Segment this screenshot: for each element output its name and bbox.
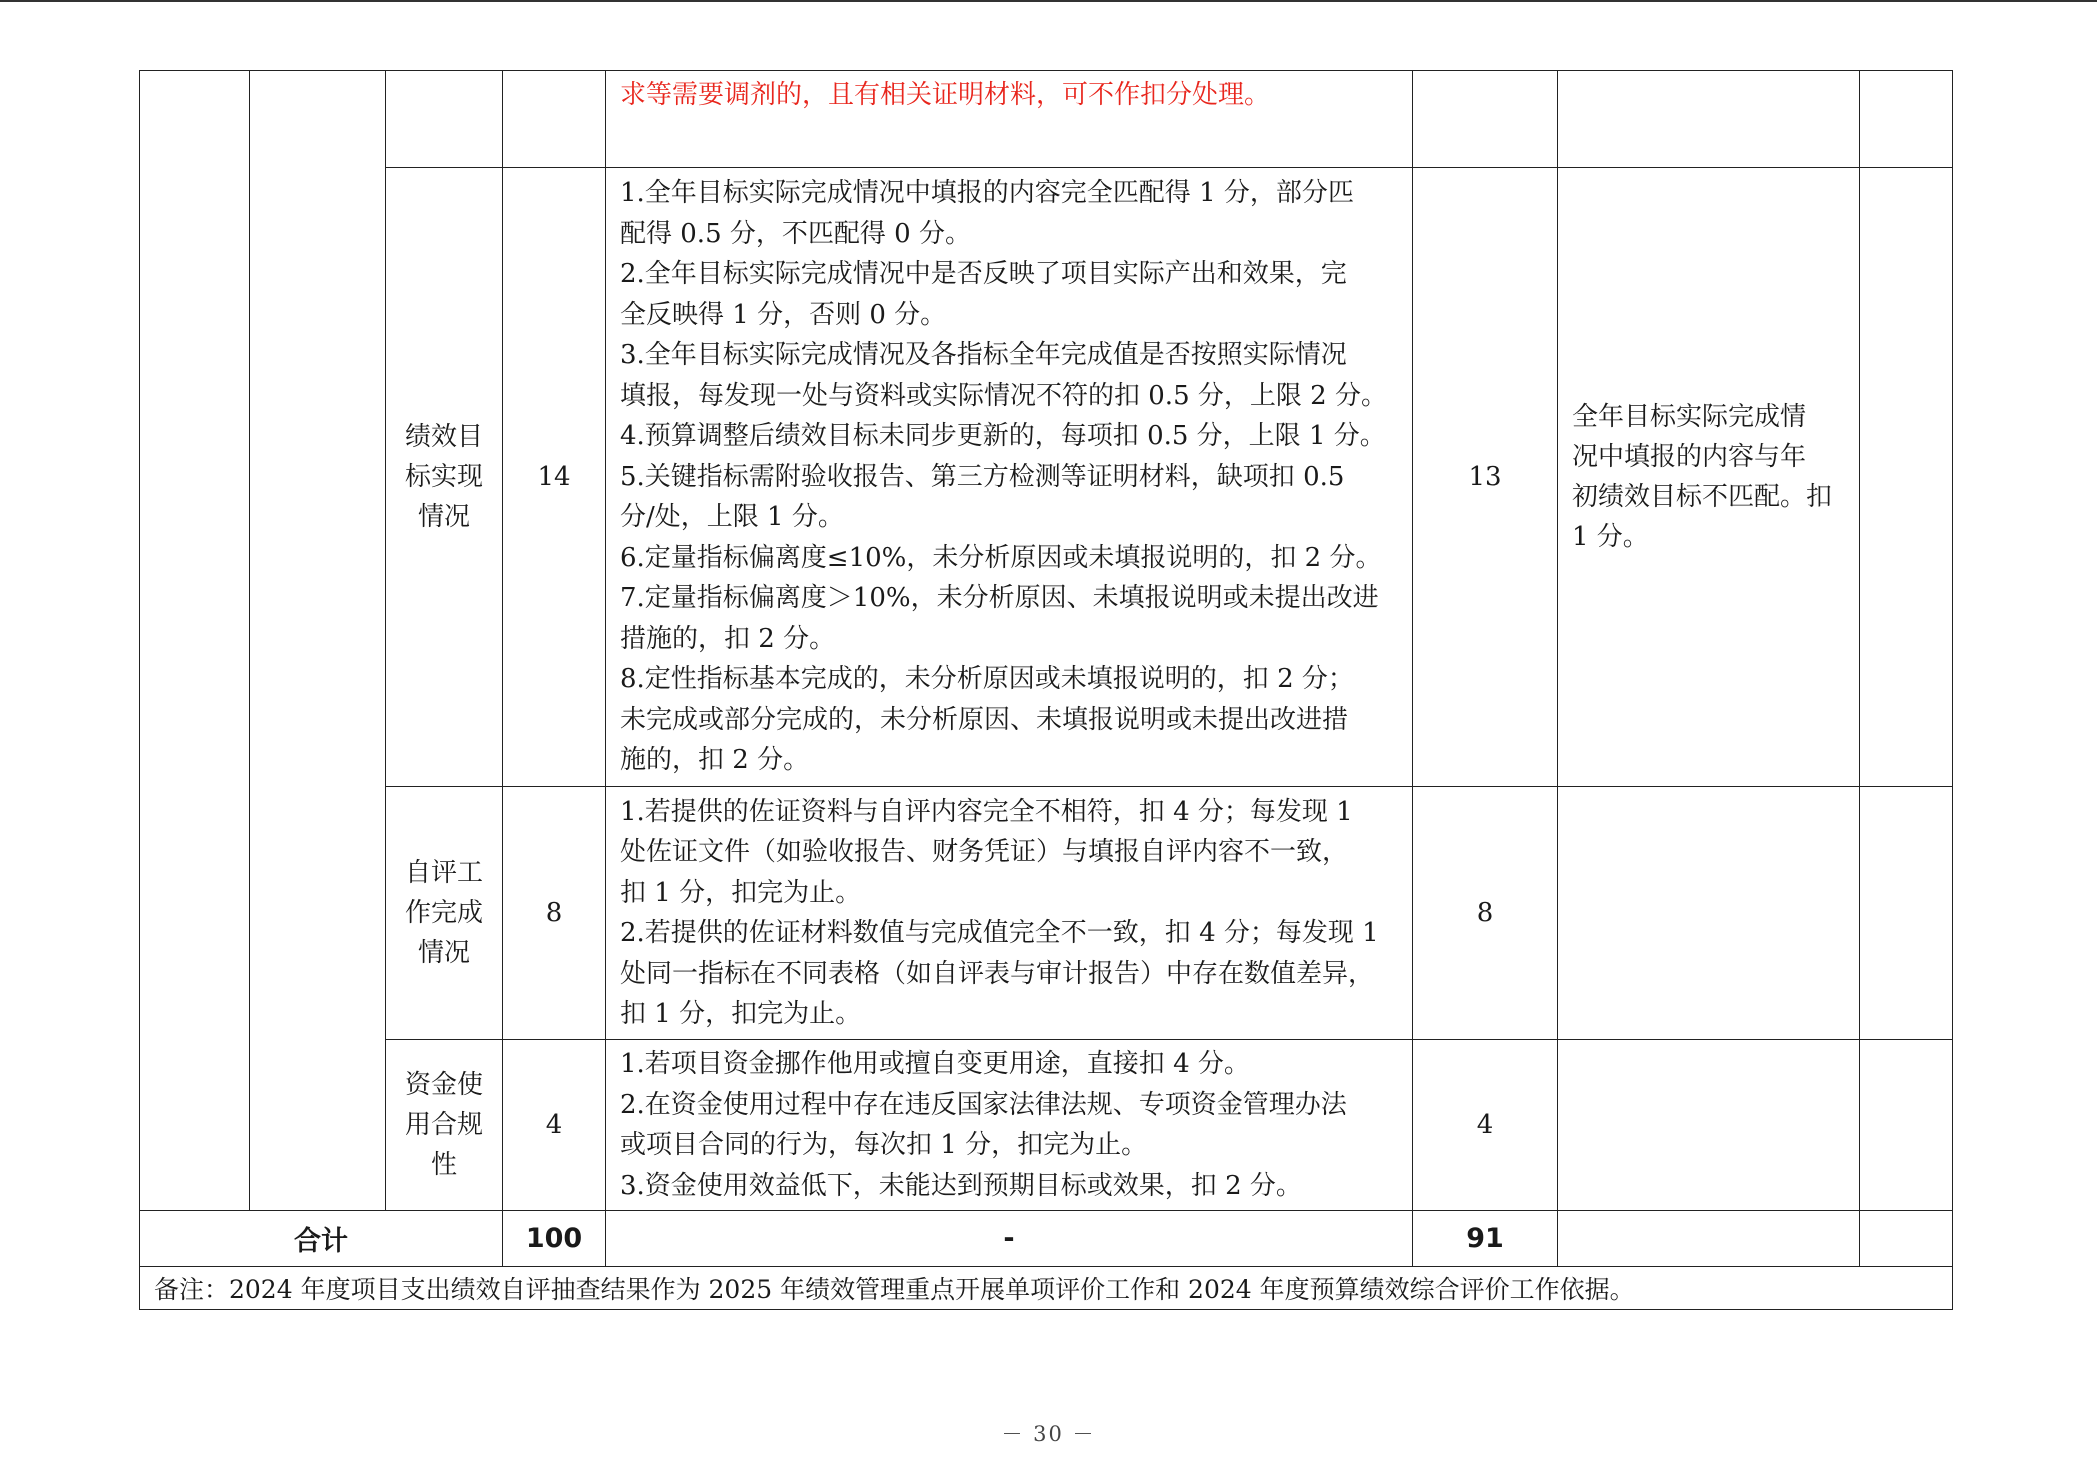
criteria-line: 2.在资金使用过程中存在违反国家法律法规、专项资金管理办法 — [620, 1089, 1347, 1120]
criteria-line: 全反映得 1 分，否则 0 分。 — [620, 299, 947, 330]
extra-cell — [1860, 168, 1953, 787]
top-rule — [0, 0, 2097, 2]
criteria-line: 3.资金使用效益低下，未能达到预期目标或效果，扣 2 分。 — [620, 1170, 1302, 1201]
remark-row — [140, 1267, 1953, 1310]
carryover-extra-cell — [1860, 71, 1953, 168]
indicator-name-line: 资金使 — [404, 1070, 483, 1100]
criteria-line: 措施的，扣 2 分。 — [620, 623, 836, 654]
criteria-line: 扣 1 分，扣完为止。 — [620, 877, 862, 908]
indicator-weight: 4 — [503, 1040, 606, 1211]
criteria-line: 配得 0.5 分，不匹配得 0 分。 — [620, 218, 971, 249]
scoring-criteria — [606, 787, 1413, 1040]
criteria-line: 处同一指标在不同表格（如自评表与审计报告）中存在数值差异， — [620, 958, 1375, 989]
level2-indicator-cell — [250, 71, 386, 1211]
indicator-name-line: 情况 — [417, 938, 470, 968]
indicator-weight: 14 — [503, 168, 606, 787]
criteria-line: 扣 1 分，扣完为止。 — [620, 999, 862, 1029]
criteria-line: 填报，每发现一处与资料或实际情况不符的扣 0.5 分，上限 2 分。 — [620, 380, 1387, 411]
deduction-note — [1558, 168, 1860, 787]
carryover-criteria-text: 求等需要调剂的，且有相关证明材料，可不作扣分处理。 — [620, 80, 1271, 110]
indicator-weight: 8 — [503, 787, 606, 1040]
indicator-name-line: 情况 — [417, 502, 470, 532]
carryover-score-cell — [1413, 71, 1558, 168]
criteria-line: 5.关键指标需附验收报告、第三方检测等证明材料，缺项扣 0.5 — [620, 461, 1345, 492]
indicator-score: 4 — [1413, 1040, 1558, 1211]
indicator-row-performance — [140, 168, 1953, 787]
indicator-name-line: 作完成 — [404, 898, 483, 928]
criteria-line: 6.定量指标偏离度≤10%，未分析原因或未填报说明的，扣 2 分。 — [620, 542, 1382, 573]
criteria-line: 处佐证文件（如验收报告、财务凭证）与填报自评内容不一致， — [620, 837, 1349, 867]
deduction-note-line: 1 分。 — [1572, 522, 1649, 552]
criteria-line: 未完成或部分完成的，未分析原因、未填报说明或未提出改进措 — [620, 704, 1349, 735]
total-score: 91 — [1413, 1211, 1558, 1267]
indicator-name-line: 用合规 — [404, 1110, 483, 1140]
indicator-name — [386, 787, 503, 1040]
criteria-line: 施的，扣 2 分。 — [620, 745, 810, 776]
deduction-note-line: 全年目标实际完成情 — [1572, 402, 1807, 432]
total-note-cell — [1558, 1211, 1860, 1267]
indicator-name-line: 绩效目 — [404, 422, 483, 452]
indicator-name — [386, 1040, 503, 1211]
level1-indicator-cell — [140, 71, 250, 1211]
criteria-line: 3.全年目标实际完成情况及各指标全年完成值是否按照实际情况 — [620, 340, 1347, 371]
criteria-line: 2.全年目标实际完成情况中是否反映了项目实际产出和效果，完 — [620, 259, 1347, 290]
criteria-line: 2.若提供的佐证材料数值与完成值完全不一致，扣 4 分；每发现 1 — [620, 918, 1379, 948]
carryover-note-cell — [1558, 71, 1860, 168]
deduction-note — [1558, 787, 1860, 1040]
deduction-note — [1558, 1040, 1860, 1211]
indicator-score: 13 — [1413, 168, 1558, 787]
total-label: 合计 — [140, 1211, 503, 1267]
remark-text: 备注：2024 年度项目支出绩效自评抽查结果作为 2025 年绩效管理重点开展单项评价工作和 2024 年度预算绩效综合评价工作依据。 — [140, 1267, 1953, 1310]
criteria-line: 1.若提供的佐证资料与自评内容完全不相符，扣 4 分；每发现 1 — [620, 796, 1353, 827]
indicator-name — [386, 168, 503, 787]
page-number: － 30 － — [1001, 1422, 1096, 1446]
deduction-note-line: 初绩效目标不匹配。扣 — [1572, 482, 1833, 512]
indicator-name-line: 标实现 — [404, 462, 483, 492]
criteria-line: 8.定性指标基本完成的，未分析原因或未填报说明的，扣 2 分； — [620, 664, 1354, 695]
carryover-criteria-cell — [606, 71, 1413, 168]
evaluation-table — [139, 70, 1953, 1310]
criteria-line: 4.预算调整后绩效目标未同步更新的，每项扣 0.5 分，上限 1 分。 — [620, 421, 1386, 452]
carryover-row — [140, 71, 1953, 168]
total-criteria: - — [606, 1211, 1413, 1267]
criteria-line: 1.全年目标实际完成情况中填报的内容完全匹配得 1 分，部分匹 — [620, 178, 1354, 209]
deduction-note-line: 况中填报的内容与年 — [1572, 442, 1807, 472]
criteria-line: 1.若项目资金挪作他用或擅自变更用途，直接扣 4 分。 — [620, 1049, 1250, 1079]
indicator-row-self-evaluation — [140, 787, 1953, 1040]
total-row — [140, 1211, 1953, 1267]
total-extra-cell — [1860, 1211, 1953, 1267]
extra-cell — [1860, 787, 1953, 1040]
criteria-line: 7.定量指标偏离度＞10%，未分析原因、未填报说明或未提出改进 — [620, 583, 1379, 614]
indicator-score: 8 — [1413, 787, 1558, 1040]
indicator-row-fund-compliance — [140, 1040, 1953, 1211]
total-weight: 100 — [503, 1211, 606, 1267]
extra-cell — [1860, 1040, 1953, 1211]
indicator-name-line: 自评工 — [404, 858, 483, 888]
carryover-weight-cell — [503, 71, 606, 168]
indicator-name-line: 性 — [430, 1150, 457, 1180]
carryover-name-cell — [386, 71, 503, 168]
criteria-line: 或项目合同的行为，每次扣 1 分，扣完为止。 — [620, 1130, 1148, 1160]
criteria-line: 分/处，上限 1 分。 — [620, 502, 844, 533]
scoring-criteria — [606, 1040, 1413, 1211]
scoring-criteria — [606, 168, 1413, 787]
